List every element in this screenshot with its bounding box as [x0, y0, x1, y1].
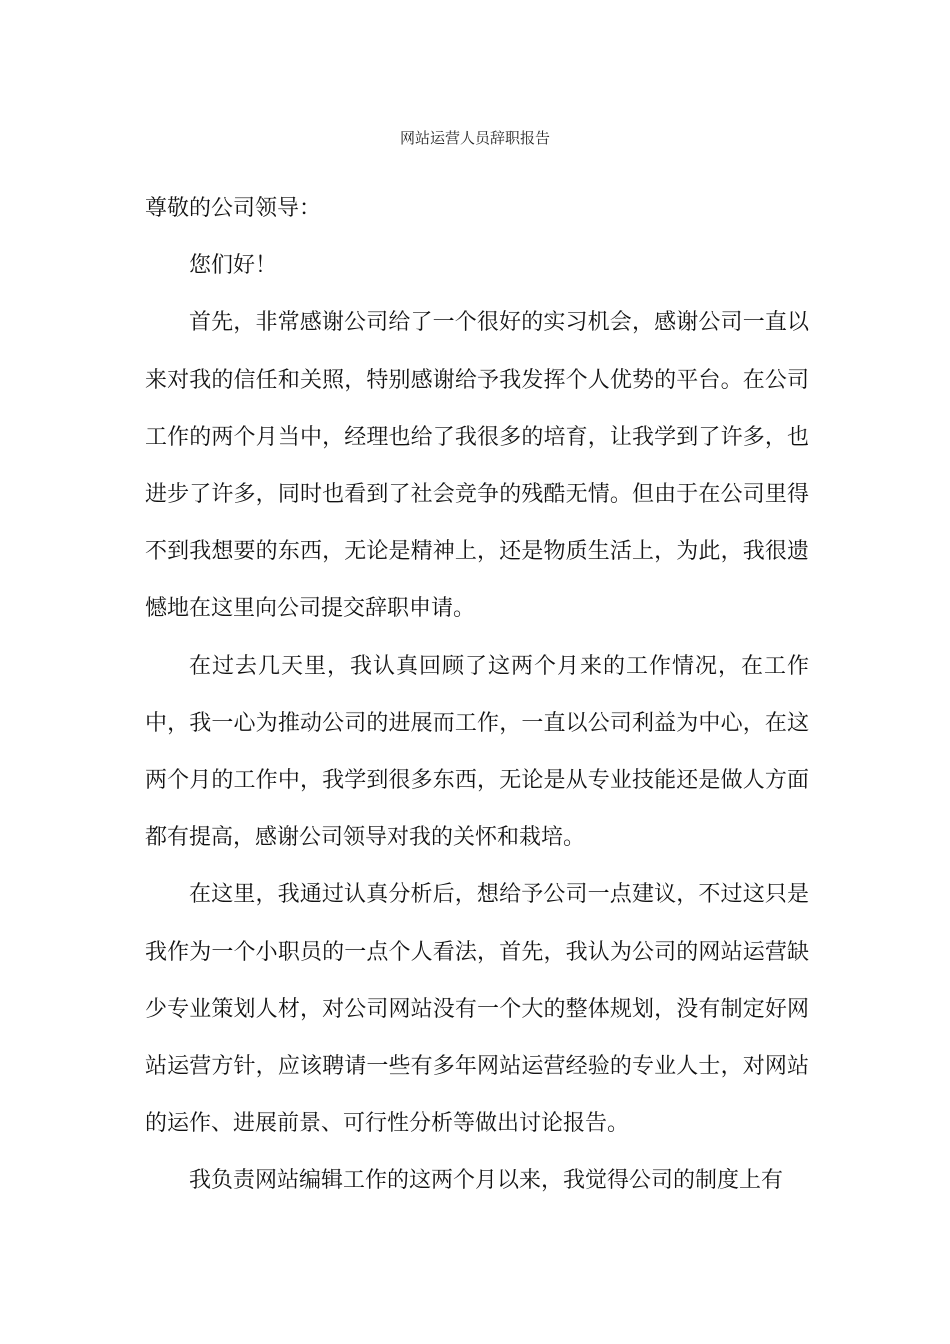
paragraph-2: 在过去几天里，我认真回顾了这两个月来的工作情况，在工作中，我一心为推动公司的进展而工作，一直以公司利益为中心，在这两个月的工作中，我学到很多东西，无论是从专业技能还是做人方面都有提高，感谢公司领导对我的关怀和栽培。	[145, 653, 809, 851]
salutation: 尊敬的公司领导：	[145, 196, 322, 221]
greeting: 您们好！	[189, 253, 278, 279]
paragraph-1: 首先，非常感谢公司给了一个很好的实习机会，感谢公司一直以来对我的信任和关照，特别感谢给予我发挥个人优势的平台。在公司工作的两个月当中，经理也给了我很多的培育，让我学到了许多，也进步了许多，同时也看到了社会竞争的残酷无情。但由于在公司里得不到我想要的东西，无论是精神上，还是物质生活上，为此，我很遗憾地在这里向公司提交辞职申请。	[145, 310, 809, 622]
paragraph-4: 我负责网站编辑工作的这两个月以来，我觉得公司的制度上有	[189, 1168, 784, 1194]
document-body	[145, 180, 809, 1210]
document-title: 网站运营人员辞职报告	[399, 129, 550, 147]
paragraph-3: 在这里，我通过认真分析后，想给予公司一点建议，不过这只是我作为一个小职员的一点个人看法，首先，我认为公司的网站运营缺少专业策划人材，对公司网站没有一个大的整体规划，没有制定好网站运营方针，应该聘请一些有多年网站运营经验的专业人士，对网站的运作、进展前景、可行性分析等做出讨论报告。	[145, 882, 809, 1137]
